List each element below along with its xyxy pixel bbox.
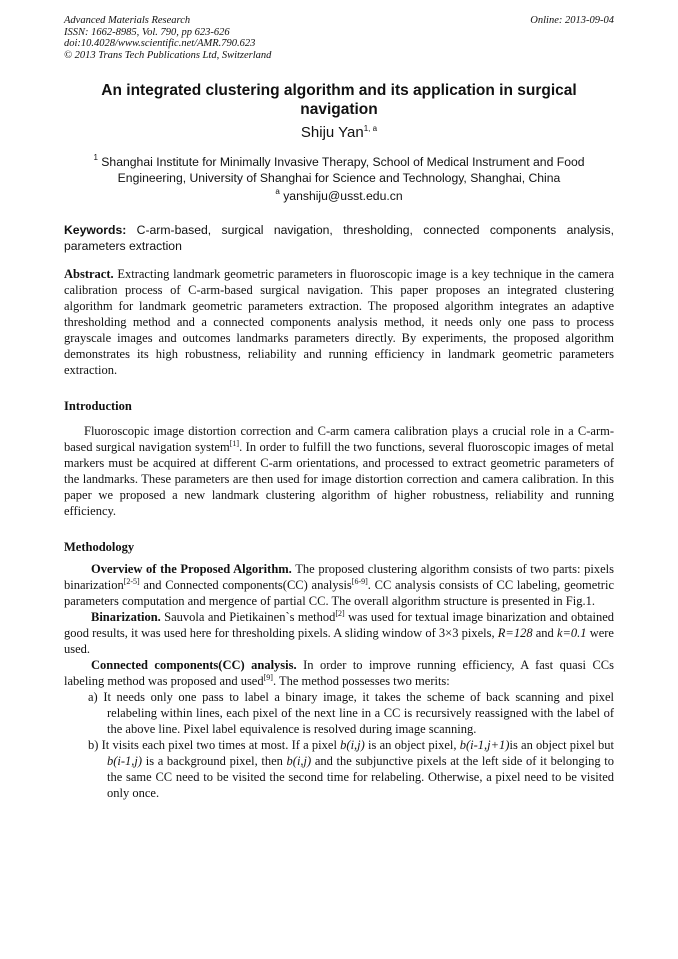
binarization-text-2: was used for textual image binarization and obtained good results, it was used here for thresholding pixels. A sliding window of 3×3 pixels, (64, 610, 615, 640)
var-bij-2: b(i,j) (286, 754, 312, 768)
list-marker-a: a) (88, 690, 98, 704)
list-item-b (64, 737, 614, 801)
overview-paragraph (64, 561, 614, 609)
doi-line: doi:10.4028/www.scientific.net/AMR.790.623 (64, 38, 256, 50)
affiliation-superscript: 1 (93, 153, 98, 162)
list-item-a (64, 689, 614, 737)
intro-text-1: Fluoroscopic image distortion correction and C-arm camera calibration plays a crucial role in a C-arm-based surgical navigation system (64, 424, 614, 454)
intro-text-2: . In order to fulfill the two functions, several fluoroscopic images of metal markers must be acquired at different C-arm orientations, and processed to extract geometric parameters of the landmarks. These parameters are then used for image distortion correction and camera calibration. In this paper we proposed a new landmark clustering algorithm of higher robustness, reliability and running efficiency. (64, 440, 615, 518)
binarization-text-4: were used. (64, 626, 614, 656)
introduction-heading: Introduction (64, 399, 132, 413)
online-date: Online: 2013-09-04 (530, 15, 614, 26)
keywords-text: C-arm-based, surgical navigation, thresholding, connected components analysis, parameters extraction (64, 223, 614, 253)
param-k: k=0.1 (556, 626, 587, 640)
abstract (64, 266, 614, 378)
author-line (0, 124, 678, 141)
binarization-label: Binarization. (91, 610, 161, 624)
cc-text-1: In order to improve running efficiency, A fast quasi CCs labeling method was proposed and used (64, 658, 614, 688)
overview-text-1: The proposed clustering algorithm consists of two parts: pixels binarization (64, 562, 614, 592)
var-bi1j1: b(i-1,j+1) (459, 738, 510, 752)
introduction-paragraph (64, 423, 614, 519)
affiliation-text: Shanghai Institute for Minimally Invasive Therapy, School of Medical Instrument and Food Engineering, University of Shanghai for Science and Technology, Shanghai, China (101, 155, 585, 185)
abstract-text: Extracting landmark geometric parameters in fluoroscopic image is a key technique in the camera calibration process of C-arm-based surgical navigation. This paper proposes an integrated clustering algorithm for landmark geometric parameters extraction. The proposed algorithm integrates an adaptive thresholding method and a connected components analysis method, it needs only one pass to process grayscale images and outcomes landmarks parameters directly. By experiments, the proposed algorithm demonstrates its high robustness, reliability and running efficiency in landmark geometric parameters extraction. (64, 267, 615, 377)
journal-name: Advanced Materials Research (64, 15, 191, 26)
cc-analysis-paragraph (64, 657, 614, 689)
email-superscript: a (275, 187, 280, 196)
citation-2: [2] (335, 609, 345, 618)
list-marker-b: b) (88, 738, 99, 752)
affiliation (70, 150, 608, 186)
list-text-a: It needs only one pass to label a binary image, it takes the scheme of back scanning and pixel relabeling within lines, each pixel of the next line in a CC is recursively reassigned with the label of the above line. Pixel label equivalence is resolved during image scanning. (97, 690, 614, 736)
list-text-b-5: and the subjunctive pixels at the left side of it belonging to the same CC need to be visited the second time for relabeling. Otherwise, a pixel need to be visited only once. (107, 754, 614, 800)
overview-text-2: and Connected components(CC) analysis (139, 578, 352, 592)
list-text-b-4: is a background pixel, then (142, 754, 287, 768)
citation-1: [1] (229, 439, 240, 448)
methodology-heading: Methodology (64, 540, 135, 554)
keywords (64, 222, 614, 254)
merits-list (64, 689, 614, 801)
cc-text-2: . The method possesses two merits: (272, 674, 450, 688)
copyright-line: © 2013 Trans Tech Publications Ltd, Switzerland (64, 49, 272, 61)
param-r: R=128 (497, 626, 533, 640)
issn-line: ISSN: 1662-8985, Vol. 790, pp 623-626 (64, 26, 230, 38)
var-bij: b(i,j) (340, 738, 365, 752)
author-superscript: 1, a (363, 124, 378, 133)
binarization-paragraph (64, 609, 614, 657)
paper-title: An integrated clustering algorithm and its application in surgical navigation (101, 82, 577, 118)
list-text-b-3: is an object pixel but (509, 738, 614, 752)
binarization-text-1: Sauvola and Pietikainen`s method (160, 610, 336, 624)
list-text-b-1: It visits each pixel two times at most. If a pixel (98, 738, 341, 752)
citation-6-9: [6-9] (351, 577, 368, 586)
var-bi1j: b(i-1,j) (107, 754, 143, 768)
overview-text-3: . CC analysis consists of CC labeling, geometric parameters computation and mergence of partial CC. The overall algorithm structure is presented in Fig.1. (64, 578, 614, 608)
list-text-b-2: is an object pixel, (364, 738, 460, 752)
cc-label: Connected components(CC) analysis. (91, 658, 297, 672)
email-line (0, 187, 678, 203)
keywords-label: Keywords: (64, 223, 127, 237)
methodology-section (64, 561, 614, 801)
overview-label: Overview of the Proposed Algorithm. (91, 562, 292, 576)
citation-2-5: [2-5] (123, 577, 140, 586)
abstract-label: Abstract. (64, 267, 114, 281)
citation-9: [9] (263, 673, 273, 682)
email-address: yanshiju@usst.edu.cn (283, 189, 403, 203)
journal-header (64, 15, 271, 61)
author-name: Shiju Yan (300, 124, 364, 141)
binarization-text-3: and (532, 626, 557, 640)
